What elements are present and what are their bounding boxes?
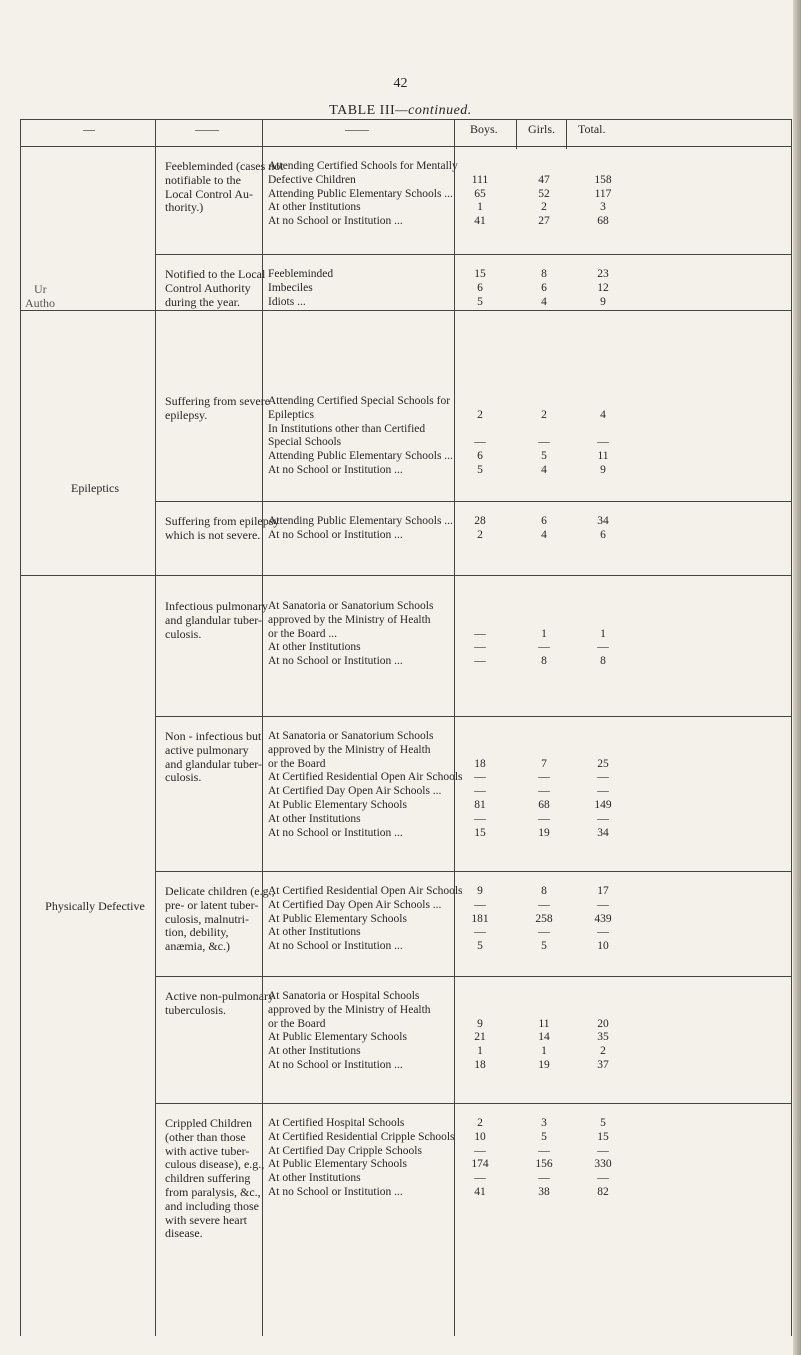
school-setting-line: Idiots ... — [268, 295, 306, 308]
subgroup-divider — [155, 1103, 792, 1104]
boys-count: 65 — [474, 187, 486, 200]
girls-count: 19 — [538, 1059, 550, 1071]
girls-count: — — [538, 771, 550, 784]
category-description-line: Suffering from epilepsy — [165, 514, 280, 528]
total-count: — — [597, 898, 609, 911]
school-setting-line: or the Board — [268, 1017, 326, 1030]
total-count: 117 — [594, 187, 612, 200]
boys-count: 5 — [477, 464, 483, 476]
school-setting-line: or the Board ... — [268, 627, 337, 640]
girls-count: 38 — [538, 1186, 550, 1198]
total-count: 11 — [597, 450, 609, 463]
subgroup-divider — [155, 501, 792, 502]
school-setting-line: At other Institutions — [268, 641, 361, 654]
girls-count: 11 — [538, 1017, 550, 1030]
boys-count: 174 — [471, 1158, 489, 1171]
total-count: 34 — [597, 826, 609, 839]
header-bottom-border — [20, 146, 792, 147]
girls-count: — — [538, 641, 550, 654]
school-setting-line: At Certified Day Open Air Schools ... — [268, 785, 442, 798]
school-setting-line: At no School or Institution ... — [268, 655, 403, 668]
category-description-line: Local Control Au- — [165, 186, 253, 201]
total-count: — — [597, 812, 609, 825]
boys-count: — — [474, 655, 486, 668]
girls-count: 3 — [541, 1117, 547, 1129]
school-setting-line: At no School or Institution ... — [268, 1059, 403, 1071]
girls-count: 258 — [535, 912, 553, 925]
boys-count: — — [474, 771, 486, 784]
school-setting-line: At other Institutions — [268, 201, 361, 214]
category-description-line: tion, debility, — [165, 925, 229, 940]
subgroup-divider — [155, 716, 792, 717]
category-description-line: with active tuber- — [165, 1143, 250, 1158]
category-description-line: culosis. — [165, 626, 202, 641]
girls-count: 4 — [541, 528, 547, 541]
boys-count: 1 — [477, 201, 483, 214]
boys-count: 6 — [477, 450, 483, 463]
school-setting-line: Defective Children — [268, 173, 356, 186]
header-girls: Girls. — [528, 122, 555, 136]
total-count: 8 — [600, 655, 606, 668]
boys-count: 9 — [477, 1017, 483, 1030]
total-count: — — [597, 785, 609, 798]
col-divider-1 — [155, 119, 156, 1336]
group-divider — [20, 575, 792, 576]
school-setting-line: In Institutions other than Certified — [268, 422, 426, 435]
group-divider — [20, 310, 792, 311]
category-description-line: Delicate children (e.g., — [165, 884, 275, 898]
partial-label: Autho — [25, 296, 55, 310]
girls-count: 6 — [541, 281, 547, 294]
category-description-line: Crippled Children — [165, 1116, 252, 1130]
category-description-line: epilepsy. — [165, 407, 208, 422]
school-setting-line: Feebleminded — [268, 268, 334, 280]
table-top-border — [20, 119, 792, 120]
school-setting-line: At no School or Institution ... — [268, 1186, 403, 1198]
total-count: — — [597, 771, 609, 784]
school-setting-line: Special Schools — [268, 436, 342, 449]
total-count: 9 — [600, 295, 606, 308]
total-count: — — [597, 926, 609, 939]
page-number: 42 — [393, 76, 408, 91]
boys-count: 41 — [474, 1186, 486, 1198]
category-description-line: Feebleminded (cases not — [165, 159, 284, 173]
girls-count: — — [538, 1144, 550, 1157]
total-count: 1 — [600, 627, 606, 640]
total-count: 12 — [597, 281, 609, 294]
girls-count: 4 — [541, 464, 547, 476]
girls-count: 19 — [538, 826, 550, 839]
category-description-line: active pulmonary — [165, 742, 249, 757]
total-count: — — [597, 641, 609, 654]
total-count: 149 — [594, 799, 612, 811]
girls-count: 6 — [541, 515, 547, 527]
girls-count: — — [538, 1172, 550, 1185]
girls-count: — — [538, 436, 550, 449]
school-setting-line: Attending Public Elementary Schools ... — [268, 187, 453, 200]
category-description-line: Notified to the Local — [165, 267, 266, 281]
school-setting-line: Imbeciles — [268, 281, 313, 294]
category-description-line: (other than those — [165, 1129, 246, 1144]
school-setting-line: At Public Elementary Schools — [268, 1158, 407, 1171]
col-divider-boys-girls — [516, 119, 517, 149]
school-setting-line: At Public Elementary Schools — [268, 799, 407, 811]
girls-count: — — [538, 926, 550, 939]
school-setting-line: approved by the Ministry of Health — [268, 1003, 431, 1016]
school-setting-line: Attending Public Elementary Schools ... — [268, 515, 453, 527]
girls-count: 14 — [538, 1031, 550, 1044]
boys-count: — — [474, 1144, 486, 1157]
boys-count: 28 — [474, 515, 486, 527]
group-label: Epileptics — [71, 481, 119, 495]
category-description-line: and including those — [165, 1198, 259, 1213]
total-count: 20 — [597, 1017, 609, 1030]
boys-count: 2 — [477, 528, 483, 541]
girls-count: 7 — [541, 757, 547, 770]
subgroup-divider — [155, 976, 792, 977]
category-description-line: thority.) — [165, 200, 204, 215]
school-setting-line: At Sanatoria or Hospital Schools — [268, 990, 420, 1002]
school-setting-line: At Certified Residential Cripple Schools — [268, 1130, 455, 1143]
school-setting-line: approved by the Ministry of Health — [268, 613, 431, 626]
girls-count: 68 — [538, 799, 550, 811]
girls-count: — — [538, 785, 550, 798]
school-setting-line: At other Institutions — [268, 1172, 361, 1185]
boys-count: 2 — [477, 1117, 483, 1129]
school-setting-line: At no School or Institution ... — [268, 215, 403, 228]
school-setting-line: At Public Elementary Schools — [268, 1031, 407, 1044]
total-count: 6 — [600, 528, 606, 541]
school-setting-line: Epileptics — [268, 408, 314, 421]
school-setting-line: At Certified Residential Open Air Schools — [268, 885, 463, 897]
girls-count: 2 — [541, 408, 547, 421]
school-setting-line: At no School or Institution ... — [268, 464, 403, 476]
category-description-line: disease. — [165, 1226, 203, 1241]
boys-count: 5 — [477, 295, 483, 308]
category-description-line: during the year. — [165, 294, 240, 309]
girls-count: 1 — [541, 1045, 547, 1058]
col-divider-2 — [262, 119, 263, 1336]
boys-count: — — [474, 627, 486, 640]
col-divider-3 — [454, 119, 455, 1336]
boys-count: — — [474, 785, 486, 798]
girls-count: 1 — [541, 627, 547, 640]
girls-count: 4 — [541, 295, 547, 308]
boys-count: — — [474, 812, 486, 825]
girls-count: 156 — [535, 1158, 553, 1171]
girls-count: 52 — [538, 187, 550, 200]
school-setting-line: At no School or Institution ... — [268, 826, 403, 839]
category-description-line: which is not severe. — [165, 527, 261, 542]
col-divider-girls-total — [566, 119, 567, 149]
category-description-line: and glandular tuber- — [165, 612, 263, 627]
girls-count: 5 — [541, 1130, 547, 1143]
school-setting-line: approved by the Ministry of Health — [268, 743, 431, 756]
total-count: 2 — [600, 1045, 606, 1058]
girls-count: 8 — [541, 655, 547, 668]
boys-count: 2 — [477, 408, 483, 421]
school-setting-line: At no School or Institution ... — [268, 940, 403, 953]
school-setting-line: At Certified Day Open Air Schools ... — [268, 898, 442, 911]
total-count: 82 — [597, 1186, 609, 1198]
total-count: 25 — [597, 757, 609, 770]
school-setting-line: At other Institutions — [268, 1045, 361, 1058]
school-setting-line: At Public Elementary Schools — [268, 912, 407, 925]
partial-label: Ur — [34, 282, 47, 296]
boys-count: 41 — [474, 215, 486, 228]
girls-count: 8 — [541, 885, 547, 897]
category-description-line: culosis. — [165, 770, 202, 785]
total-count: 3 — [600, 201, 606, 214]
school-setting-line: or the Board — [268, 757, 326, 770]
header-col1: — — [83, 122, 95, 136]
school-setting-line: At other Institutions — [268, 926, 361, 939]
boys-count: 81 — [474, 799, 486, 811]
school-setting-line: Attending Public Elementary Schools ... — [268, 450, 453, 463]
header-boys: Boys. — [470, 122, 498, 136]
boys-count: 181 — [471, 912, 489, 925]
category-description-line: Infectious pulmonary — [165, 599, 268, 613]
category-description-line: pre- or latent tuber- — [165, 897, 259, 912]
table-title-suffix: —continued. — [395, 103, 472, 118]
boys-count: 5 — [477, 940, 483, 953]
page-edge-shadow — [793, 0, 801, 1355]
girls-count: 8 — [541, 268, 547, 280]
frame-left-line — [20, 119, 21, 1336]
girls-count: 5 — [541, 940, 547, 953]
school-setting-line: At Sanatoria or Sanatorium Schools — [268, 730, 434, 742]
total-count: 15 — [597, 1130, 609, 1143]
category-description-line: Suffering from severe — [165, 394, 271, 408]
boys-count: — — [474, 926, 486, 939]
girls-count: 5 — [541, 450, 547, 463]
category-description-line: notifiable to the — [165, 172, 241, 187]
category-description-line: anæmia, &c.) — [165, 939, 230, 954]
school-setting-line: Attending Certified Schools for Mentally — [268, 160, 458, 172]
girls-count: 27 — [538, 215, 550, 228]
boys-count: 18 — [474, 1059, 486, 1071]
header-col2: —— — [195, 122, 219, 136]
boys-count: — — [474, 1172, 486, 1185]
boys-count: 6 — [477, 281, 483, 294]
boys-count: — — [474, 898, 486, 911]
total-count: 37 — [597, 1059, 609, 1071]
boys-count: — — [474, 436, 486, 449]
boys-count: 1 — [477, 1045, 483, 1058]
table-title-main: TABLE III — [329, 103, 396, 118]
category-description-line: from paralysis, &c., — [165, 1185, 261, 1199]
total-count: — — [597, 436, 609, 449]
boys-count: 18 — [474, 757, 486, 770]
header-col3: —— — [345, 122, 369, 136]
table-title — [0, 103, 801, 119]
subgroup-divider — [155, 254, 792, 255]
total-count: 5 — [600, 1117, 606, 1129]
total-count: 35 — [597, 1031, 609, 1044]
total-count: 68 — [597, 215, 609, 228]
school-setting-line: At Certified Day Cripple Schools — [268, 1144, 422, 1157]
total-count: — — [597, 1144, 609, 1157]
boys-count: 9 — [477, 885, 483, 897]
frame-right-line — [791, 119, 792, 1336]
total-count: 23 — [597, 268, 609, 280]
category-description-line: Control Authority — [165, 280, 251, 295]
boys-count: — — [474, 641, 486, 654]
school-setting-line: At Certified Residential Open Air Schools — [268, 771, 463, 784]
total-count: 439 — [594, 912, 612, 925]
school-setting-line: At other Institutions — [268, 812, 361, 825]
total-count: 158 — [594, 173, 612, 186]
girls-count: — — [538, 812, 550, 825]
category-description-line: and glandular tuber- — [165, 756, 263, 771]
category-description-line: children suffering — [165, 1171, 251, 1186]
girls-count: 47 — [538, 173, 550, 186]
boys-count: 15 — [474, 268, 486, 280]
total-count: 17 — [597, 885, 609, 897]
school-setting-line: At no School or Institution ... — [268, 528, 403, 541]
total-count: 9 — [600, 464, 606, 476]
school-setting-line: Attending Certified Special Schools for — [268, 395, 451, 407]
category-description-line: with severe heart — [165, 1212, 247, 1227]
total-count: 4 — [600, 408, 606, 421]
category-description-line: culous disease), e.g., — [165, 1157, 265, 1172]
category-description-line: tuberculosis. — [165, 1002, 226, 1017]
boys-count: 15 — [474, 826, 486, 839]
total-count: 34 — [597, 515, 609, 527]
boys-count: 10 — [474, 1130, 486, 1143]
total-count: 330 — [594, 1158, 612, 1171]
girls-count: — — [538, 898, 550, 911]
girls-count: 2 — [541, 201, 547, 214]
subgroup-divider — [155, 871, 792, 872]
boys-count: 111 — [471, 173, 489, 186]
total-count: — — [597, 1172, 609, 1185]
total-count: 10 — [597, 940, 609, 953]
category-description-line: Active non-pulmonary — [165, 989, 274, 1003]
category-description-line: Non - infectious but — [165, 729, 262, 743]
boys-count: 21 — [474, 1031, 486, 1044]
header-total: Total. — [578, 122, 606, 136]
school-setting-line: At Certified Hospital Schools — [268, 1117, 405, 1129]
group-label: Physically Defective — [45, 899, 145, 913]
category-description-line: culosis, malnutri- — [165, 911, 249, 926]
school-setting-line: At Sanatoria or Sanatorium Schools — [268, 600, 434, 612]
